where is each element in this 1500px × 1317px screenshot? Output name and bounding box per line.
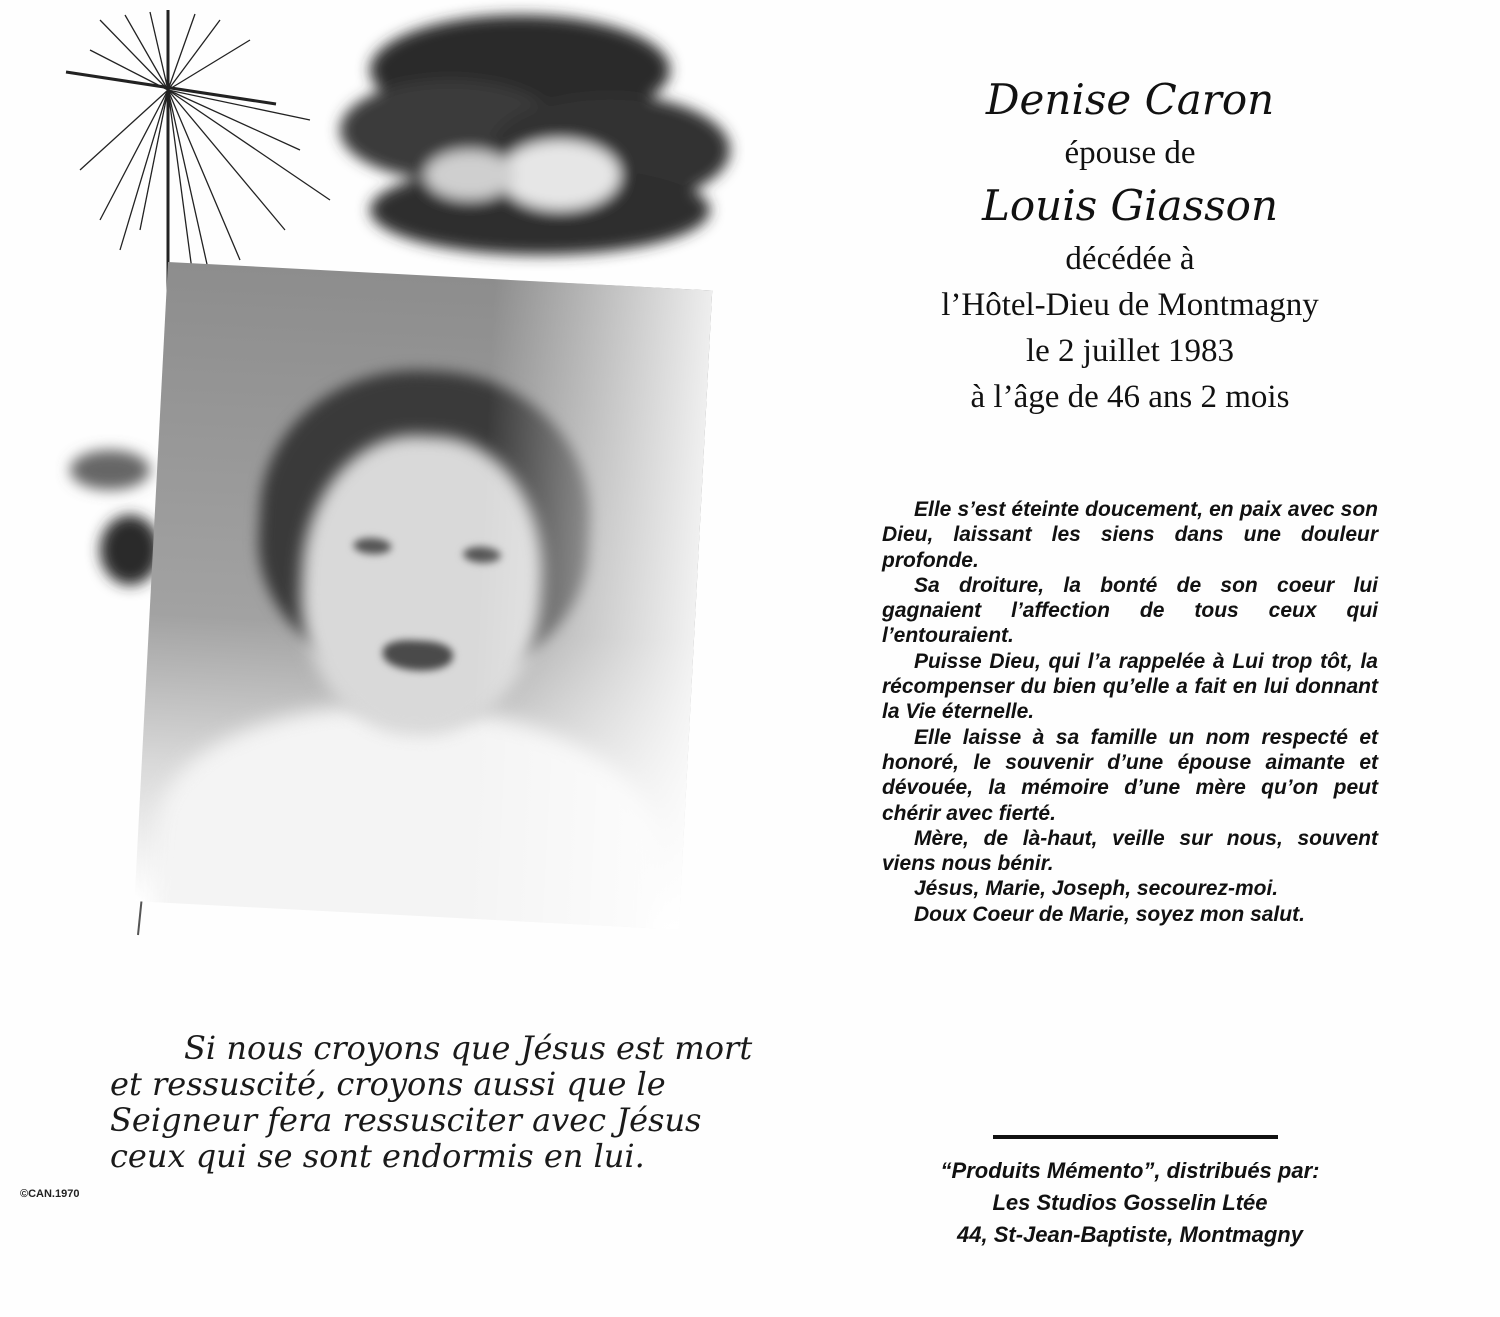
age-at-death: à l’âge de 46 ans 2 mois [970,379,1290,415]
eulogy-paragraph: Puisse Dieu, qui l’a rappelée à Lui trop tôt, la récompenser du bien qu’elle a fait en lui donnant la Vie éternelle. [882,649,1378,724]
verse-line: ceux qui se sont endormis en lui. [110,1137,645,1175]
decedee-line: décédée à [1065,241,1195,277]
place-of-death: l’Hôtel-Dieu de Montmagny [941,287,1319,323]
epouse-line: épouse de [1064,135,1196,171]
memorial-header [780,70,1480,420]
eulogy-paragraph: Elle laisse à sa famille un nom respecté et honoré, le souvenir d’une épouse aimante et dévouée, la mémoire d’une mère qu’on peut chérir avec fierté. [882,725,1378,825]
eulogy-paragraph: Doux Coeur de Marie, soyez mon salut. [914,902,1305,926]
eulogy-paragraph: Mère, de là-haut, veille sur nous, souvent viens nous bénir. [882,826,1378,876]
portrait-photo [135,262,713,930]
verse-line: Si nous croyons que Jésus est mort [184,1029,753,1067]
credit-line: “Produits Mémento”, distribués par: [940,1158,1320,1183]
deceased-name: Denise Caron [985,75,1275,124]
bible-verse [110,1029,753,1175]
copyright-mark: ©CAN.1970 [20,1188,80,1200]
verse-line: Seigneur fera ressusciter avec Jésus [110,1101,702,1139]
eulogy-paragraph: Sa droiture, la bonté de son coeur lui gagnaient l’affection de tous ceux qui l’entouraient. [882,573,1378,648]
spouse-name: Louis Giasson [981,181,1279,230]
divider-rule [993,1135,1278,1139]
eulogy-paragraph: Jésus, Marie, Joseph, secourez-moi. [914,877,1279,901]
eulogy-text [882,497,1378,927]
verse-line: et ressuscité, croyons aussi que le [110,1065,666,1103]
printer-credits [870,1155,1390,1251]
date-of-death: le 2 juillet 1983 [1025,333,1235,369]
credit-line: 44, St-Jean-Baptiste, Montmagny [957,1222,1303,1247]
right-panel [780,0,1500,1317]
eulogy-paragraph: Elle s’est éteinte doucement, en paix avec son Dieu, laissant les siens dans une douleur profonde. [882,498,1378,572]
credit-line: Les Studios Gosselin Ltée [992,1190,1268,1215]
